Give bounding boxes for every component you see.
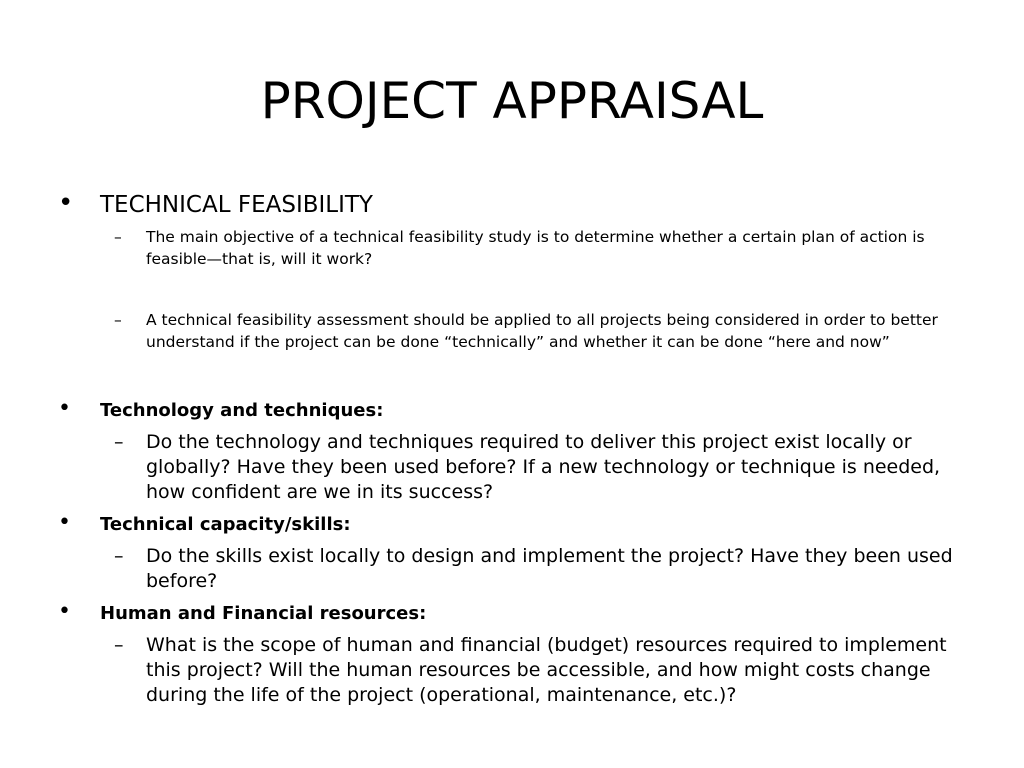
sub-bullet-marker: –: [114, 311, 122, 329]
sub-bullet-text: What is the scope of human and financial (budget) resources required to implement this project? Will the human resources be accessible, and how might costs change during the life of the project (operational, maintenance, etc.)?: [146, 634, 947, 706]
bullet-technical-capacity-skills: [58, 511, 978, 539]
sub-bullet-marker: –: [114, 228, 122, 246]
slide-body: [58, 188, 978, 708]
bullet-human-and-financial-resources: [58, 600, 978, 628]
bullet-technical-feasibility: [58, 188, 978, 222]
bullet-marker: •: [58, 510, 71, 535]
sub-bullet-marker: –: [114, 634, 124, 656]
sub-bullet-text: A technical feasibility assessment should be applied to all projects being considered in order to better understand if the project can be done “technically” and whether it can be done “here and now”: [146, 311, 938, 351]
sub-bullet: [58, 309, 978, 353]
sub-bullet-text: Do the technology and techniques required to deliver this project exist locally or globally? Have they been used before? If a new technology or technique is needed, how confident are we in its success?: [146, 431, 941, 503]
bullet-marker: •: [58, 188, 74, 218]
bullet-text: Technical capacity/skills:: [100, 514, 351, 535]
sub-bullet: [58, 544, 978, 594]
sub-bullet-marker: –: [114, 545, 124, 567]
sub-bullet-text: Do the skills exist locally to design and implement the project? Have they been used before?: [146, 545, 953, 592]
bullet-text: Technology and techniques:: [100, 400, 384, 421]
sub-bullet-text: The main objective of a technical feasibility study is to determine whether a certain plan of action is feasible—that is, will it work?: [146, 228, 925, 268]
slide-title: PROJECT APPRAISAL: [260, 72, 764, 130]
sub-bullet: [58, 430, 978, 505]
sub-bullet-marker: –: [114, 431, 124, 453]
bullet-marker: •: [58, 599, 71, 624]
bullet-technology-and-techniques: [58, 397, 978, 425]
sub-bullet: [58, 226, 978, 270]
bullet-text: Human and Financial resources:: [100, 603, 427, 624]
sub-bullet: [58, 633, 978, 708]
bullet-text: TECHNICAL FEASIBILITY: [100, 192, 373, 218]
bullet-marker: •: [58, 396, 71, 421]
